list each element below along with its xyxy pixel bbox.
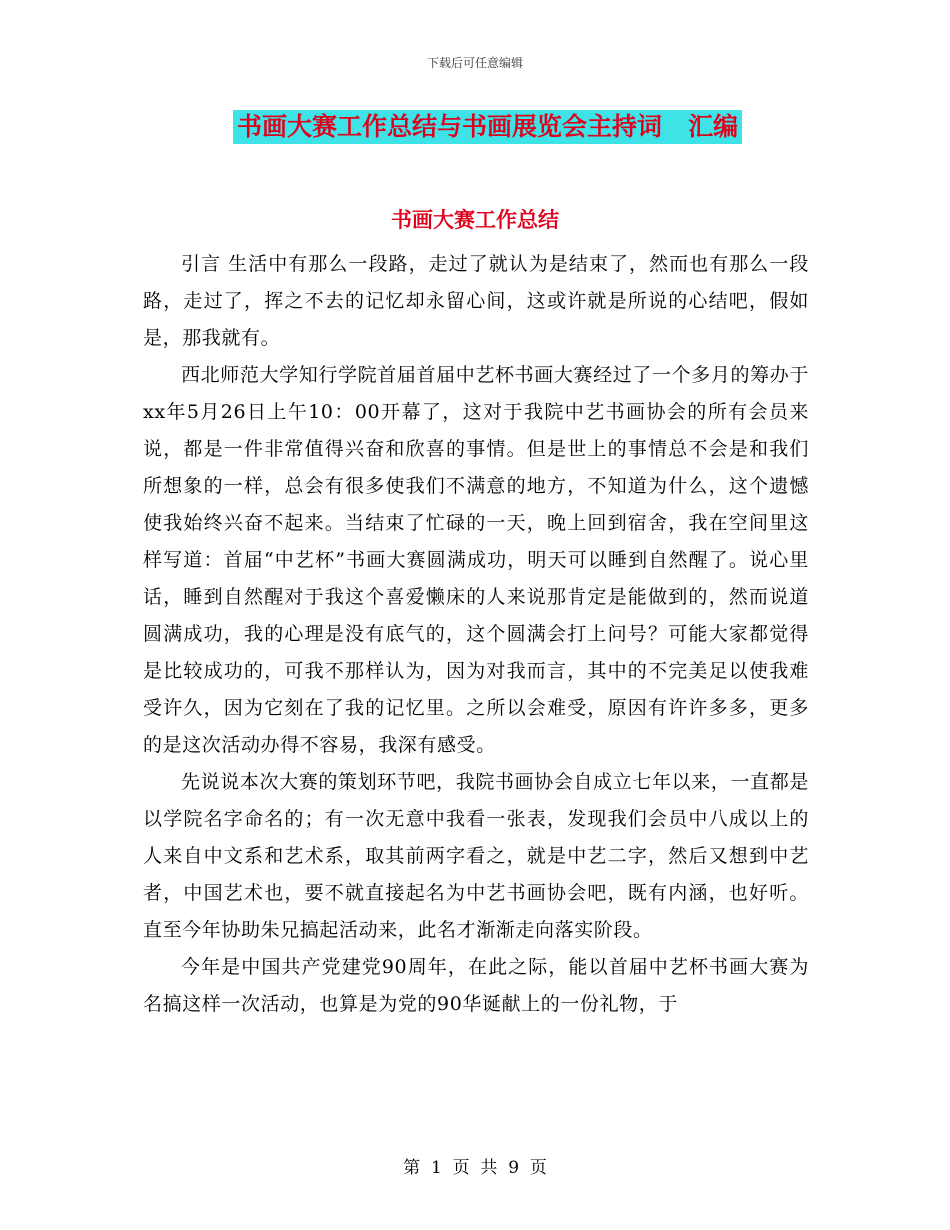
paragraph-intro: 引言 生活中有那么一段路，走过了就认为是结束了，然而也有那么一段路，走过了，挥之不去的记忆却永留心间，这或许就是所说的心结吧，假如是，那我就有。 [143, 253, 809, 349]
page-number: 第 1 页 共 9 页 [403, 1158, 547, 1178]
header-note: 下载后可任意编辑 [426, 56, 523, 70]
document-title: 书画大赛工作总结与书画展览会主持词 汇编 [233, 110, 742, 144]
section-title: 书画大赛工作总结 [391, 208, 559, 232]
paragraph-anniversary: 今年是中国共产党建党90周年，在此之际，能以首届中艺杯书画大赛为名搞这样一次活动，也算是为党的90华诞献上的一份礼物，于 [143, 956, 809, 1015]
paragraph-contest-opening: 西北师范大学知行学院首届首届中艺杯书画大赛经过了一个多月的筹办于xx年5月26日上午10：00开幕了，这对于我院中艺书画协会的所有会员来说，都是一件非常值得兴奋和欣喜的事情。但是世上的事情总不会是和我们所想象的一样，总会有很多使我们不满意的地方，不知道为什么，这个遗憾使我始终兴奋不起来。当结束了忙碌的一天，晚上回到宿舍，我在空间里这样写道：首届“中艺杯”书画大赛圆满成功，明天可以睡到自然醒了。说心里话，睡到自然醒对于我这个喜爱懒床的人来说那肯定是能做到的，然而说道圆满成功，我的心理是没有底气的，这个圆满会打上问号？可能大家都觉得是比较成功的，可我不那样认为，因为对我而言，其中的不完美足以使我难受许久，因为它刻在了我的记忆里。之所以会难受，原因有许许多多，更多的是这次活动办得不容易，我深有感受。 [143, 364, 809, 756]
paragraph-planning: 先说说本次大赛的策划环节吧，我院书画协会自成立七年以来，一直都是以学院名字命名的；有一次无意中我看一张表，发现我们会员中八成以上的人来自中文系和艺术系，取其前两字看之，就是中艺二字，然后又想到中艺者，中国艺术也，要不就直接起名为中艺书画协会吧，既有内涵，也好听。直至今年协助朱兄搞起活动来，此名才渐渐走向落实阶段。 [143, 771, 809, 941]
document-body [143, 246, 809, 1023]
